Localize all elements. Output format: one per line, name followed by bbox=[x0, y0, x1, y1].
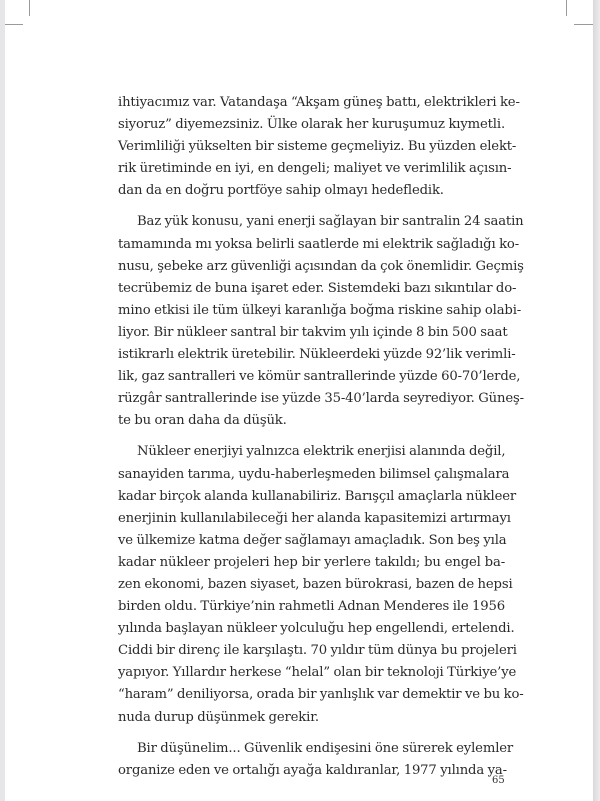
text-line: dan da en doğru portföye sahip olmayı hedefledik. bbox=[118, 183, 444, 199]
text-line: Verimliliği yükselten bir sisteme geçmeliyiz. Bu yüzden elekt- bbox=[118, 139, 517, 155]
page-number: 65 bbox=[492, 775, 505, 786]
text-line: lik, gaz santralleri ve kömür santrallerinde yüzde 60-70’lerde, bbox=[118, 369, 521, 385]
text-line: liyor. Bir nükleer santral bir takvim yılı içinde 8 bin 500 saat bbox=[118, 324, 508, 340]
text-line: kadar nükleer projeleri hep bir yerlere takıldı; bu engel ba- bbox=[118, 554, 505, 570]
text-line: sanayiden tarıma, uydu-haberleşmeden bilimsel çalışmalara bbox=[118, 466, 510, 482]
crop-mark-top-right-vertical bbox=[566, 0, 567, 16]
paragraph bbox=[118, 211, 524, 432]
text-line: “haram” deniliyorsa, orada bir yanlışlık var demektir ve bu ko- bbox=[118, 687, 524, 703]
text-line: siyoruz” diyemezsiniz. Ülke olarak her kuruşumuz kıymetli. bbox=[118, 117, 505, 133]
text-line: mino etkisi ile tüm ülkeyi karanlığa boğma riskine sahip olabi- bbox=[118, 302, 522, 318]
text-line: ihtiyacımız var. Vatandaşa “Akşam güneş battı, elektrikleri ke- bbox=[118, 95, 520, 110]
text-line: rik üretiminde en iyi, en dengeli; maliyet ve verimlilik açısın- bbox=[118, 161, 512, 177]
text-line: Ciddi bir direnç ile karşılaştı. 70 yıldır tüm dünya bu projeleri bbox=[118, 643, 517, 659]
text-line: nusu, şebeke arz güvenliği açısından da çok önemlidir. Geçmiş bbox=[118, 258, 524, 274]
text-line: yılında başlayan nükleer yolculuğu hep engellendi, ertelendi. bbox=[118, 621, 515, 637]
text-line: nuda durup düşünmek gerekir. bbox=[118, 709, 319, 725]
text-line: enerjinin kullanılabileceği her alanda kapasitemizi artırmayı bbox=[118, 510, 511, 526]
text-line: ve ülkemize katma değer sağlamayı amaçladık. Son beş yıla bbox=[118, 532, 507, 548]
text-line: Nükleer enerjiyi yalnızca elektrik enerjisi alanında değil, bbox=[137, 444, 506, 460]
text-line: tecrübemiz de buna işaret eder. Sistemdeki bazı sıkıntılar do- bbox=[118, 280, 517, 296]
text-line: kadar birçok alanda kullanabiliriz. Barışçıl amaçlarla nükleer bbox=[118, 488, 517, 504]
text-line: Bir düşünelim... Güvenlik endişesini öne sürerek eylemler bbox=[137, 740, 514, 756]
text-line: yapıyor. Yıllardır herkese “helal” olan bir teknoloji Türkiye’ye bbox=[118, 665, 517, 681]
text-line: Baz yük konusu, yani enerji sağlayan bir santralin 24 saatin bbox=[137, 214, 524, 230]
text-line: te bu oran daha da düşük. bbox=[118, 413, 287, 429]
text-line: rüzgâr santrallerinde ise yüzde 35-40’larda seyrediyor. Güneş- bbox=[118, 391, 524, 407]
text-line: istikrarlı elektrik üretebilir. Nükleerdeki yüzde 92’lik verimli- bbox=[118, 347, 516, 363]
paragraph bbox=[118, 92, 520, 202]
crop-mark-top-left-vertical bbox=[29, 0, 30, 16]
crop-mark-top-left-horizontal bbox=[5, 24, 23, 25]
viewer-scrollbar-track[interactable] bbox=[593, 0, 600, 801]
text-line: birden oldu. Türkiye’nin rahmetli Adnan Menderes ile 1956 bbox=[118, 599, 505, 615]
paragraph bbox=[118, 738, 514, 782]
text-line: zen ekonomi, bazen siyaset, bazen bürokrasi, bazen de hepsi bbox=[118, 576, 513, 592]
page-body-text bbox=[118, 92, 524, 791]
text-line: organize eden ve ortalığı ayağa kaldıranlar, 1977 yılında ya- bbox=[118, 762, 507, 778]
text-line: tamamında mı yoksa belirli saatlerde mi elektrik sağladığı ko- bbox=[118, 236, 520, 252]
crop-mark-top-right-horizontal bbox=[574, 24, 593, 25]
paragraph bbox=[118, 441, 524, 728]
